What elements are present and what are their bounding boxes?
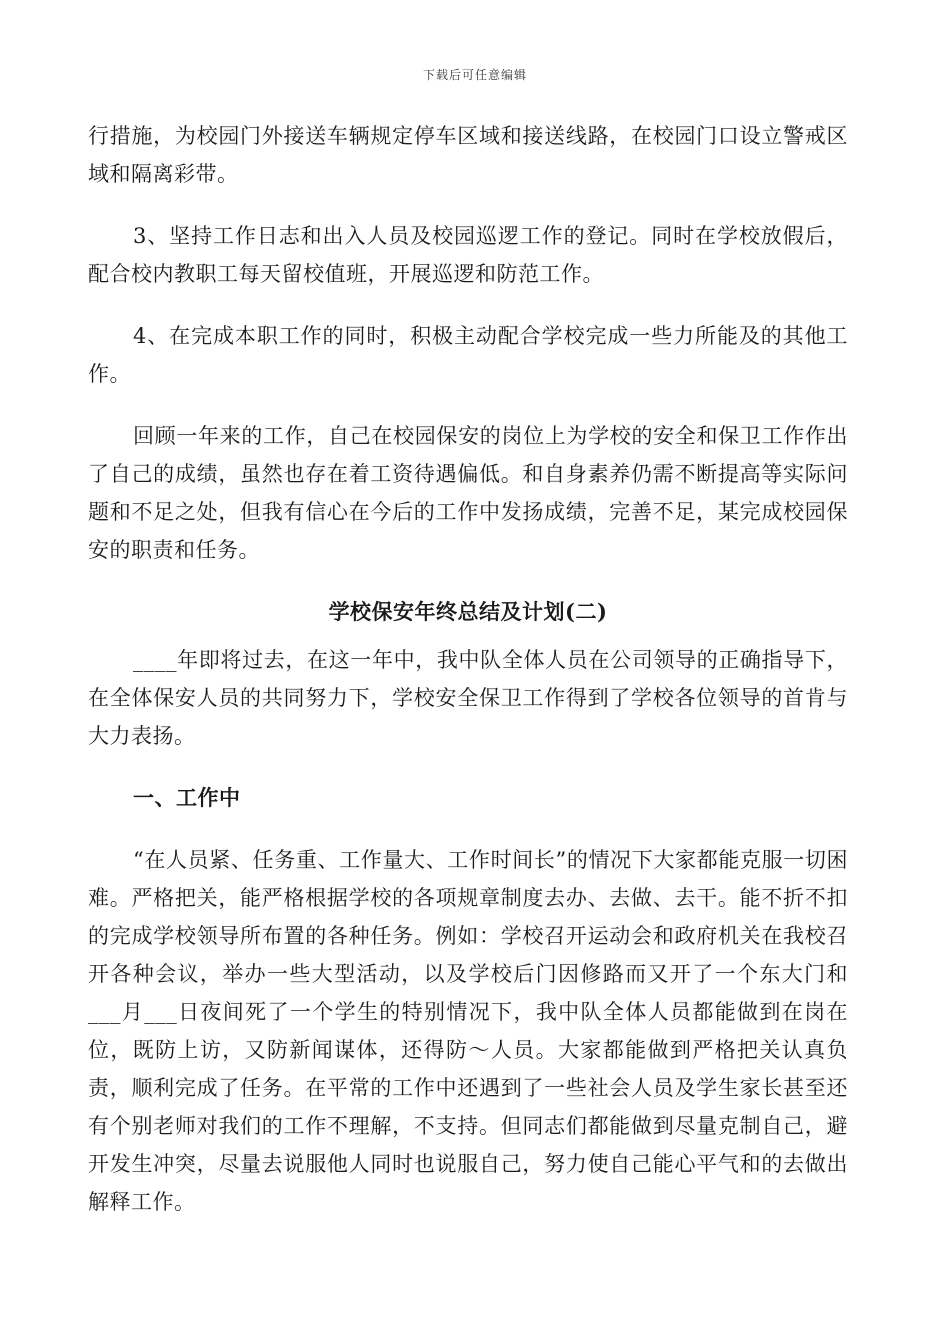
document-body <box>88 117 848 1245</box>
paragraph-item-3: 3、坚持工作日志和出入人员及校园巡逻工作的登记。同时在学校放假后，配合校内教职工每天留校值班，开展巡逻和防范工作。 <box>88 224 848 286</box>
paragraph-item-4: 4、在完成本职工作的同时，积极主动配合学校完成一些力所能及的其他工作。 <box>88 324 848 386</box>
section-title: 学校保安年终总结及计划(二) <box>328 599 608 624</box>
paragraph-intro: ____年即将过去，在这一年中，我中队全体人员在公司领导的正确指导下，在全体保安人员的共同努力下，学校安全保卫工作得到了学校各位领导的首肯与大力表扬。 <box>88 648 848 748</box>
paragraph-work-details: “在人员紧、任务重、工作量大、工作时间长”的情况下大家都能克服一切困难。严格把关，能严格根据学校的各项规章制度去办、去做、去干。能不折不扣的完成学校领导所布置的各种任务。例如：学校召开运动会和政府机关在我校召开各种会议，举办一些大型活动，以及学校后门因修路而又开了一个东大门和___月___日夜间死了一个学生的特别情况下，我中队全体人员都能做到在岗在位，既防上访，又防新闻谋体，还得防～人员。大家都能做到严格把关认真负责，顺利完成了任务。在平常的工作中还遇到了一些社会人员及学生家长甚至还有个别老师对我们的工作不理解，不支持。但同志们都能做到尽量克制自己，避开发生冲突，尽量去说服他人同时也说服自己，努力使自己能心平气和的去做出解释工作。 <box>88 848 848 1214</box>
paragraph-continuation: 行措施，为校园门外接送车辆规定停车区域和接送线路，在校园门口设立警戒区域和隔离彩带。 <box>88 124 848 186</box>
header-note: 下载后可任意编辑 <box>422 68 527 82</box>
section-heading: 一、工作中 <box>133 785 241 810</box>
paragraph-review: 回顾一年来的工作，自己在校园保安的岗位上为学校的安全和保卫工作作出了自己的成绩，虽然也存在着工资待遇偏低。和自身素养仍需不断提高等实际问题和不足之处，但我有信心在今后的工作中发扬成绩，完善不足，某完成校园保安的职责和任务。 <box>88 424 848 562</box>
